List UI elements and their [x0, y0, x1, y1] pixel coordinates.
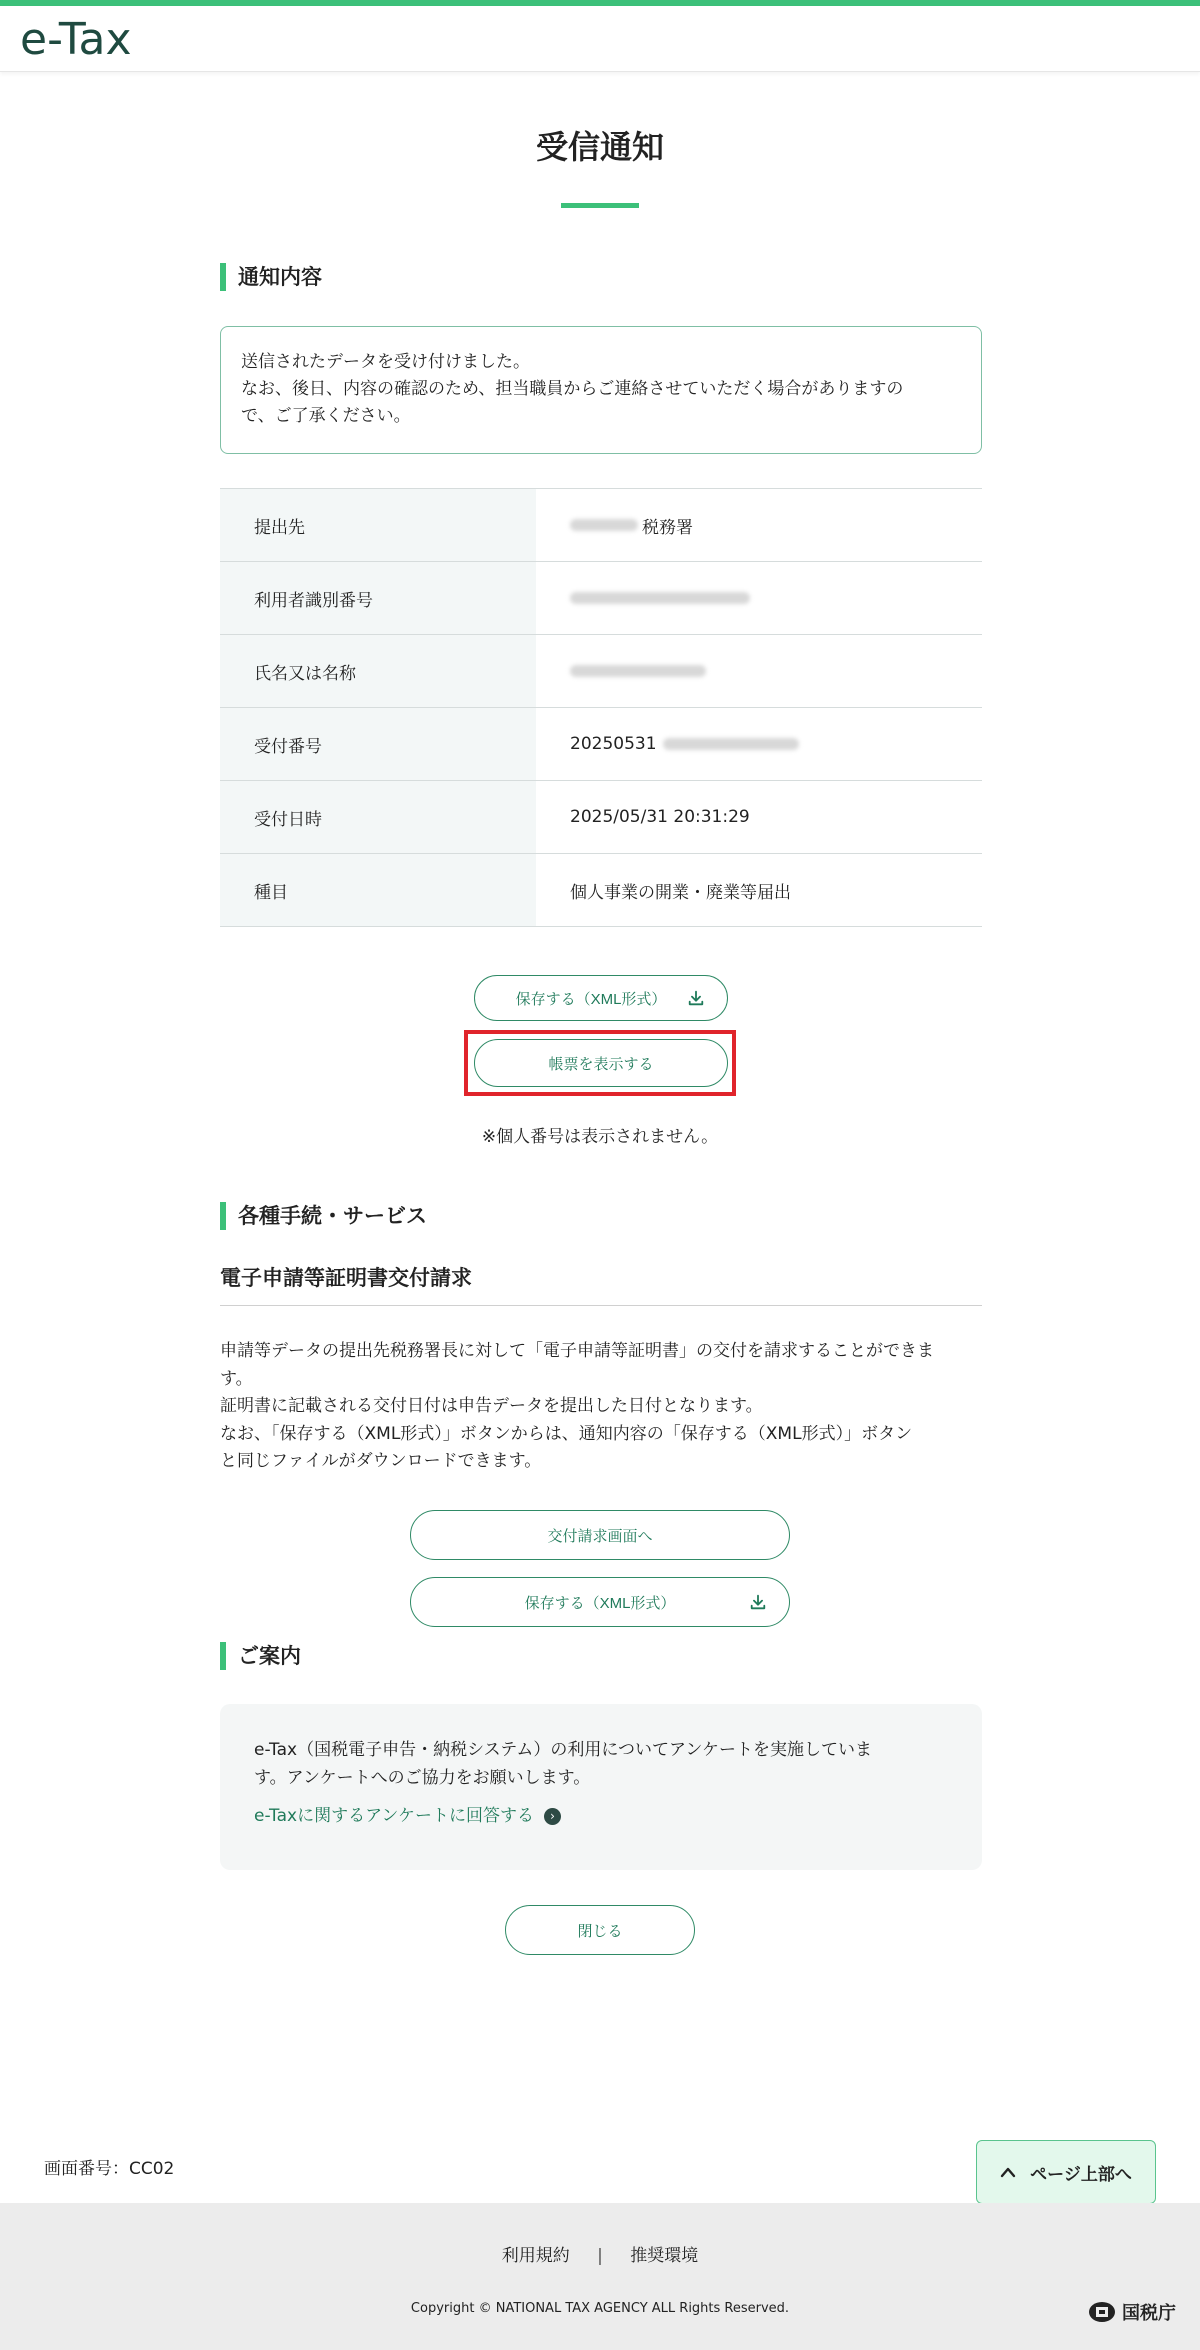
notice-line-1: 送信されたデータを受け付けました。	[241, 352, 530, 372]
page-title: 受信通知	[535, 128, 664, 166]
close-button[interactable]: 閉じる	[505, 1905, 695, 1955]
save-xml-label: 保存する（XML形式）	[515, 990, 667, 1008]
save-xml-label-2: 保存する（XML形式）	[524, 1594, 676, 1612]
table-row	[220, 708, 982, 781]
description-line: と同じファイルがダウンロードできます。	[220, 1451, 542, 1471]
nta-emblem-icon	[1088, 2301, 1116, 2323]
guide-line-1: e-Tax（国税電子申告・納税システム）の利用についてアンケートを実施していま	[254, 1740, 873, 1760]
tax-office-suffix: 税務署	[642, 517, 693, 538]
chevron-right-icon: ›	[544, 1808, 561, 1825]
title-underline	[561, 203, 639, 208]
certificate-description	[220, 1338, 982, 1476]
copyright: Copyright © NATIONAL TAX AGENCY ALL Rights Reserved.	[410, 2301, 790, 2316]
row-label-receipt-datetime: 受付日時	[220, 781, 536, 853]
guide-box	[220, 1704, 982, 1870]
row-value-user-id	[536, 562, 982, 634]
site-header	[0, 6, 1200, 72]
request-screen-button[interactable]: 交付請求画面へ	[410, 1510, 790, 1560]
terms-link[interactable]: 利用規約	[501, 2246, 570, 2266]
download-icon	[749, 1593, 767, 1611]
nta-logo	[1088, 2299, 1176, 2325]
footer-separator: |	[597, 2246, 603, 2266]
save-xml-button[interactable]	[474, 975, 728, 1021]
row-label-user-id: 利用者識別番号	[220, 562, 536, 634]
back-to-top-button[interactable]	[976, 2140, 1156, 2204]
download-icon	[687, 989, 705, 1007]
table-row	[220, 781, 982, 854]
description-line: 証明書に記載される交付日付は申告データを提出した日付となります。	[220, 1396, 763, 1416]
receipt-number-prefix: 20250531	[570, 734, 657, 754]
redacted-text	[663, 738, 799, 750]
survey-link-label: e-Taxに関するアンケートに回答する	[254, 1806, 535, 1826]
row-value-receipt-datetime: 2025/05/31 20:31:29	[570, 807, 750, 827]
row-value-category: 個人事業の開業・廃業等届出	[570, 882, 791, 903]
row-label-receipt-number: 受付番号	[220, 708, 536, 780]
chevron-up-icon	[1000, 2166, 1016, 2178]
table-row	[220, 635, 982, 708]
guide-section-heading: ご案内	[220, 1642, 301, 1670]
row-label-category: 種目	[220, 854, 536, 926]
footer-links	[0, 2241, 1200, 2266]
redacted-text	[570, 519, 638, 531]
redacted-text	[570, 592, 750, 604]
table-row	[220, 489, 982, 562]
personal-number-note: ※個人番号は表示されません。	[481, 1127, 719, 1147]
row-label-submit-to: 提出先	[220, 489, 536, 561]
row-value-submit-to	[536, 489, 982, 561]
back-to-top-label: ページ上部へ	[1030, 2164, 1132, 2185]
screen-id: 画面番号：CC02	[44, 2159, 175, 2179]
services-section-heading: 各種手続・サービス	[220, 1202, 427, 1230]
notice-section-heading: 通知内容	[220, 263, 322, 291]
redacted-text	[570, 665, 706, 677]
row-value-name	[536, 635, 982, 707]
guide-line-2: す。アンケートへのご協力をお願いします。	[254, 1768, 591, 1788]
table-row	[220, 562, 982, 635]
recommended-env-link[interactable]: 推奨環境	[630, 2246, 699, 2266]
row-label-name: 氏名又は名称	[220, 635, 536, 707]
description-line: 申請等データの提出先税務署長に対して「電子申請等証明書」の交付を請求することができま	[220, 1341, 934, 1361]
save-xml-button-2[interactable]	[410, 1577, 790, 1627]
row-value-receipt-number	[536, 708, 982, 780]
description-line: す。	[220, 1368, 253, 1389]
survey-link[interactable]	[254, 1802, 561, 1830]
table-row	[220, 854, 982, 927]
certificate-request-heading: 電子申請等証明書交付請求	[220, 1262, 982, 1306]
show-form-button[interactable]: 帳票を表示する	[474, 1039, 728, 1087]
notice-info-table	[220, 488, 982, 927]
notice-line-3: で、ご了承ください。	[241, 406, 411, 426]
agency-name: 国税庁	[1122, 2303, 1176, 2324]
notice-line-2: なお、後日、内容の確認のため、担当職員からご連絡させていただく場合がありますの	[241, 379, 904, 399]
description-line: なお、「保存する（XML形式）」ボタンからは、通知内容の「保存する（XML形式）」ボタン	[220, 1423, 913, 1444]
site-footer	[0, 2203, 1200, 2350]
etax-logo[interactable]: e-Tax	[20, 14, 132, 65]
notice-message-box	[220, 326, 982, 454]
